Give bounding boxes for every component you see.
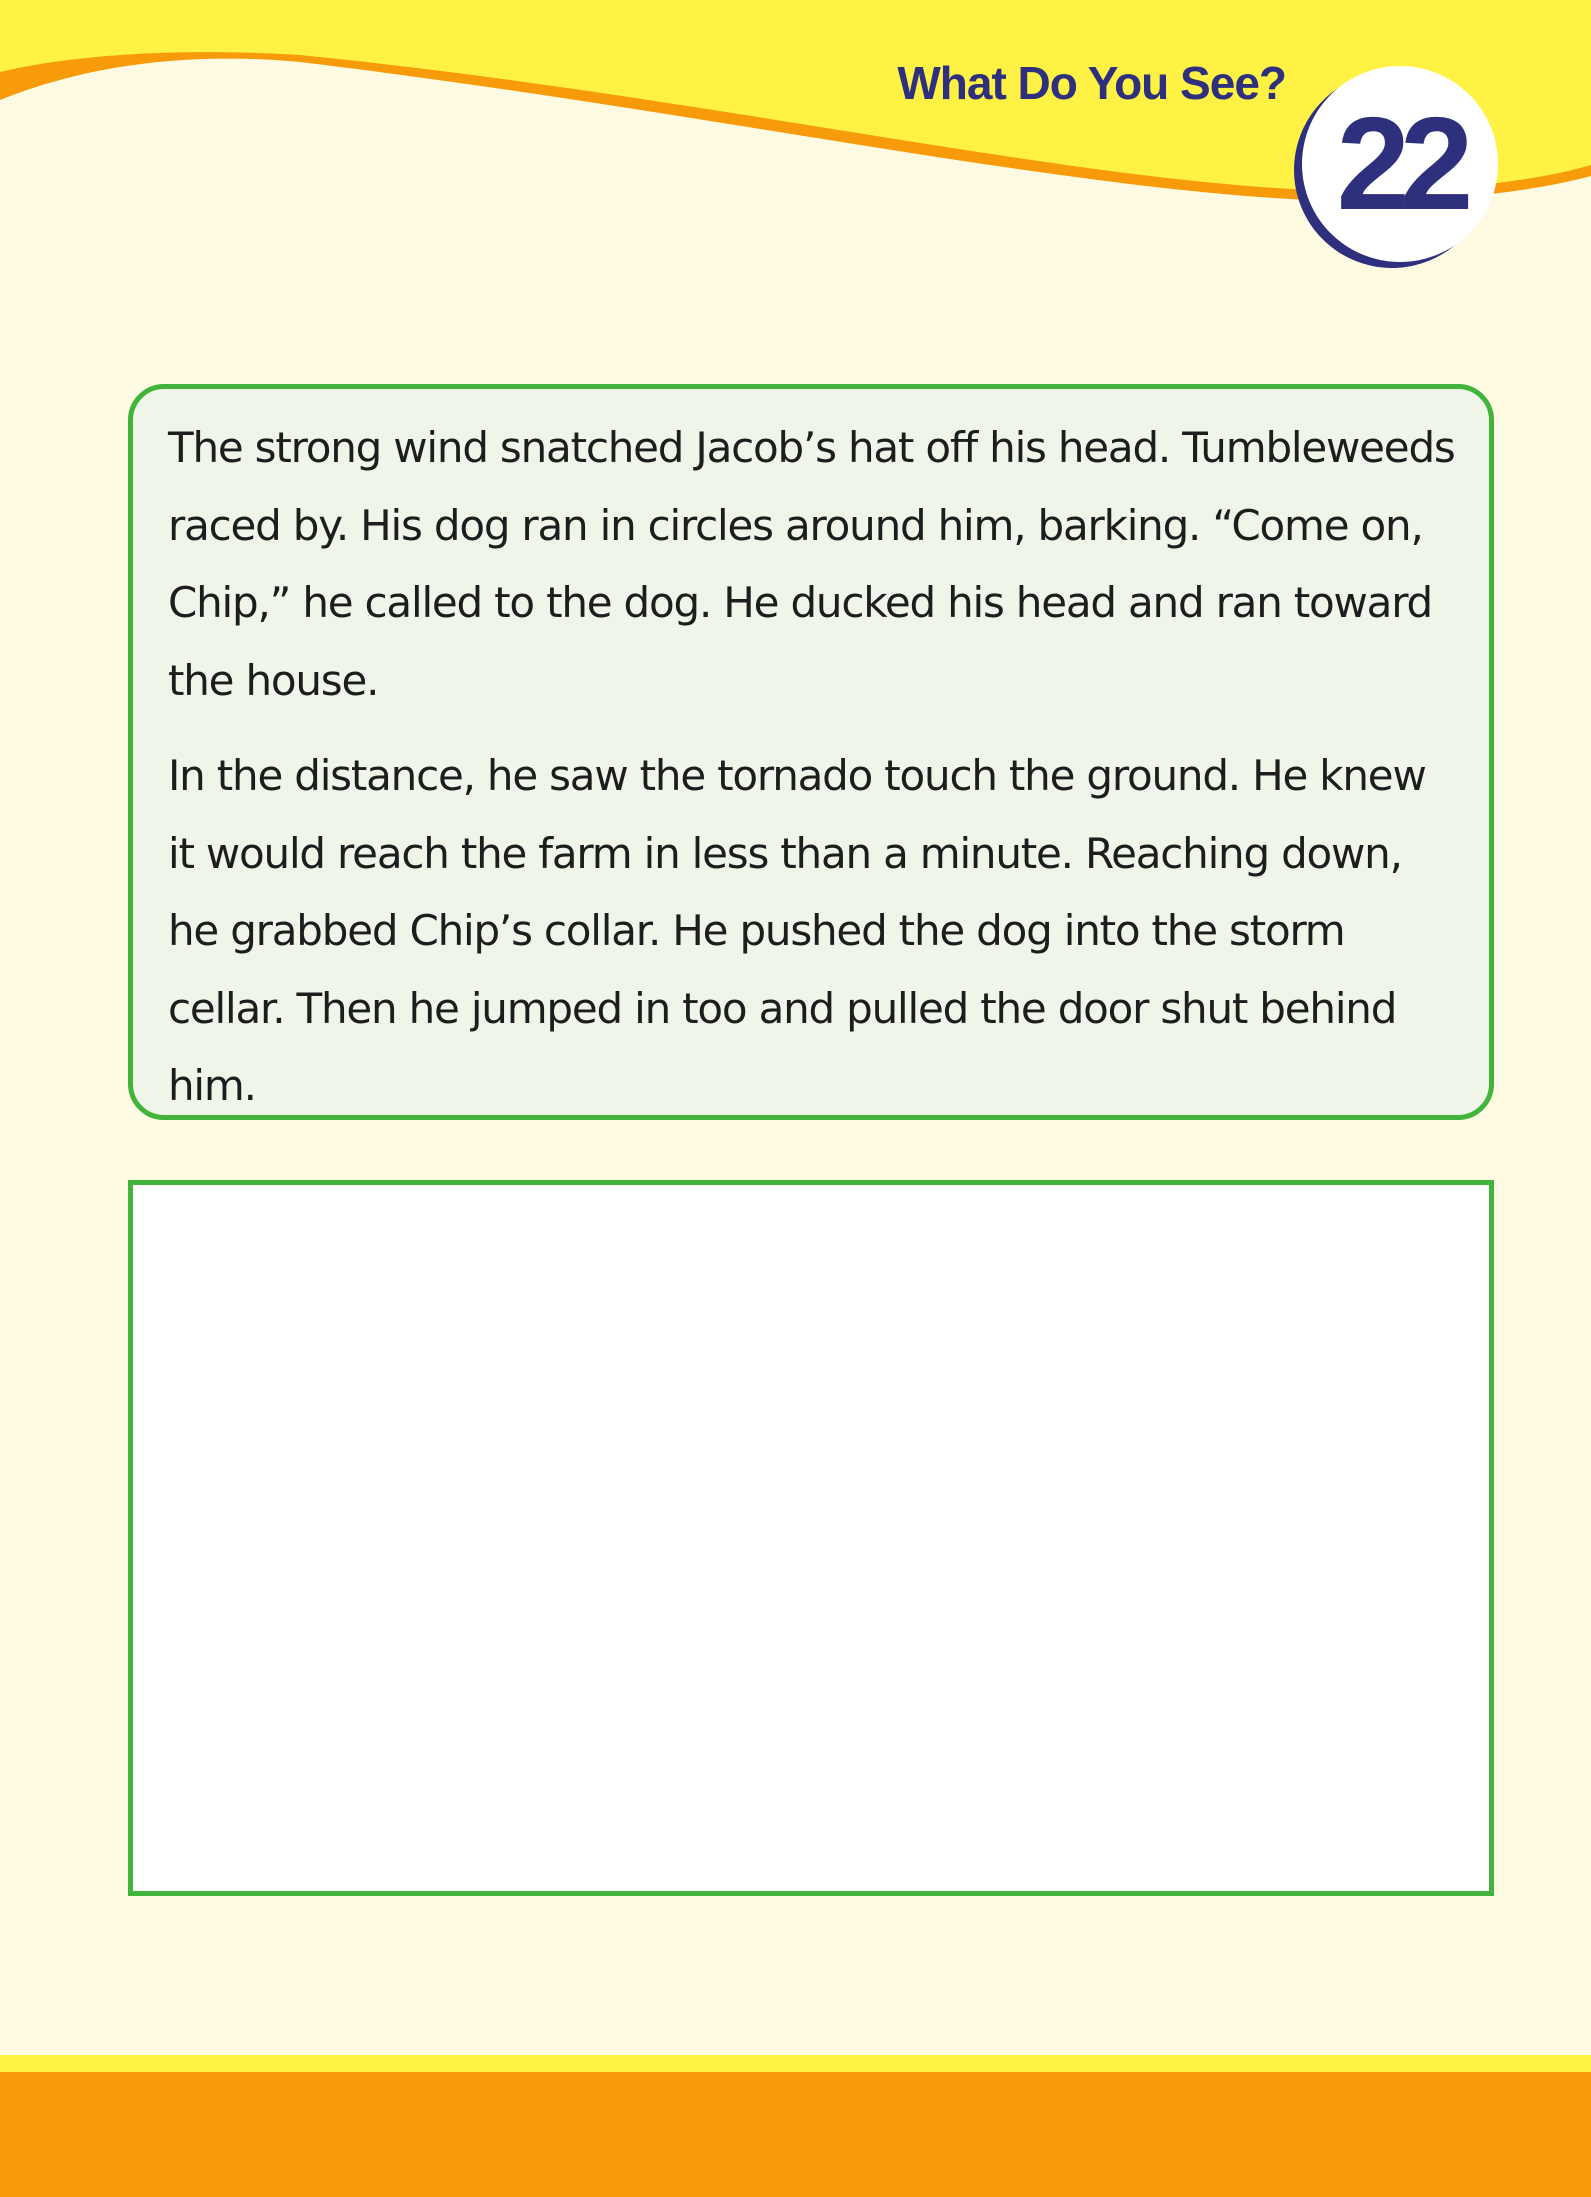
footer-yellow-stripe bbox=[0, 2055, 1591, 2072]
passage-paragraph-2: In the distance, he saw the tornado touch the ground. He knew it would reach the farm in less than a minute. Reaching down, he grabbed Chip’s collar. He pushed the dog into the storm cellar. Then he jumped in too and pulled the door shut behind him. bbox=[168, 751, 1426, 1110]
drawing-area[interactable] bbox=[128, 1180, 1494, 1896]
page-number-badge: 22 bbox=[1302, 66, 1498, 262]
reading-passage-box bbox=[128, 384, 1494, 1120]
passage-paragraph-1: The strong wind snatched Jacob’s hat off his head. Tumbleweeds raced by. His dog ran in circles around him, barking. “Come on, Chip,” he called to the dog. He ducked his head and ran toward the house. bbox=[168, 423, 1455, 705]
page-title: What Do You See? bbox=[897, 57, 1286, 109]
footer-orange-band bbox=[0, 2072, 1591, 2197]
